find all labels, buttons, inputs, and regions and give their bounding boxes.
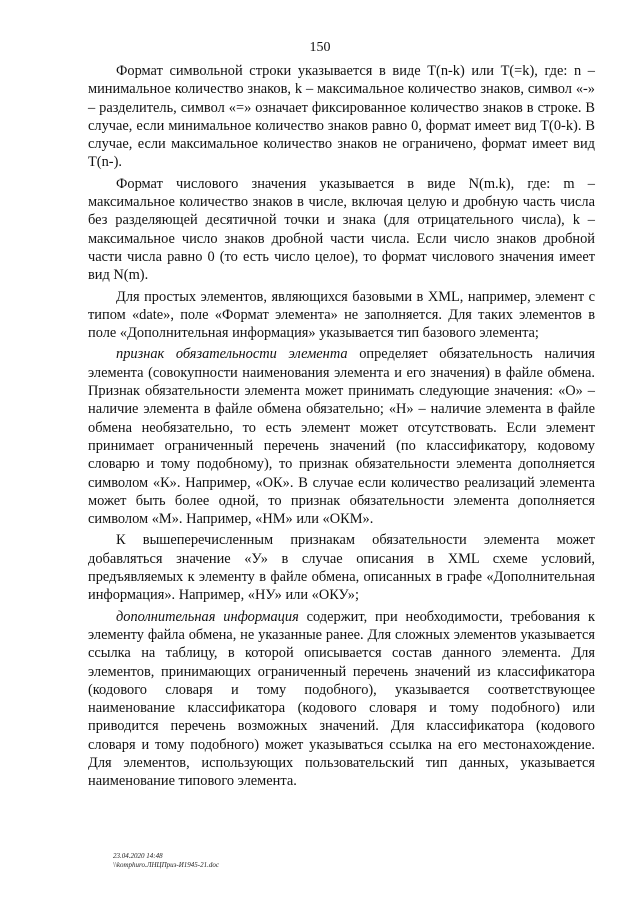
page-number: 150 — [309, 40, 331, 55]
paragraph-additional-info — [88, 608, 595, 791]
paragraph-text: Для простых элементов, являющихся базовыми в XML, например, элемент с типом «date», поле «Формат элемента» не заполняется. Для таких элементов в поле «Дополнительная информация» указывается тип базового элемента; — [88, 288, 595, 342]
document-body — [88, 62, 595, 791]
paragraph-text: Формат числового значения указывается в виде N(m.k), где: m – максимальное количество знаков в числе, включая целую и дробную часть числа без разделяющей десятичной точки и знака (для отрицательного числа), k – максимальное число знаков дробной части числа. Если число знаков дробной части числа равно 0 (то есть число целое), то формат числового значения имеет вид N(m). — [88, 175, 595, 284]
footer-timestamp: 23.04.2020 14:48 — [113, 852, 163, 860]
paragraph-number-format — [88, 175, 595, 285]
paragraph-text: содержит, при необходимости, требования к элементу файла обмена, не указанные ранее. Для сложных элементов указывается ссылка на таблицу, в которой описывается состав данного элемента. Для элементов, принимающих ограниченный перечень значений из классификатора (кодового словаря и тому подобного), указывается соответствующее наименование классификатора (кодового словаря и тому подобного) или приводится перечень возможных значений. Для классификатора (кодового словаря и тому подобного) может указываться ссылка на его местонахождение. Для элементов, использующих пользовательский тип данных, указывается наименование типового элемента. — [88, 608, 595, 790]
document-footer — [113, 852, 219, 870]
term-required-flag: признак обязательности элемента — [116, 346, 348, 363]
paragraph-text-format — [88, 62, 595, 172]
paragraph-text: Формат символьной строки указывается в виде T(n-k) или T(=k), где: n – минимальное количество знаков, k – максимальное количество знаков, символ «-» – разделитель, символ «=» означает фиксированное количество знаков в строке. В случае, если минимальное количество знаков равно 0, формат имеет вид T(0-k). В случае, если максимальное количество знаков не ограничено, формат имеет вид T(n-). — [88, 63, 595, 171]
footer-file-path: \\komphuro.ЛНЦПриз-И1945-21.doc — [113, 861, 219, 869]
paragraph-required-flag — [88, 345, 595, 528]
paragraph-simple-elements — [88, 288, 595, 343]
paragraph-text: К вышеперечисленным признакам обязательности элемента может добавляться значение «У» в случае описания в XML схеме условий, предъявляемых к элементу в файле обмена, описанных в графе «Дополнительная информация». Например, «НУ» или «ОКУ»; — [88, 532, 595, 604]
paragraph-text: определяет обязательность наличия элемента (совокупности наименования элемента и его значения) в файле обмена. Признак обязательности элемента может принимать следующие значения: «О» – наличие элемента в файле обмена обязательно; «Н» – наличие элемента в файле обмена необязательно, то есть элемент может отсутствовать. Если элемент принимает ограниченный перечень значений (по классификатору, кодовому словарю и тому подобному), то признак обязательности элемента дополняется символом «К». Например, «ОК». В случае если количество реализаций элемента может быть более одной, то признак обязательности элемента дополняется символом «М». Например, «НМ» или «ОКМ». — [88, 346, 595, 528]
term-additional-info: дополнительная информация — [116, 608, 299, 625]
paragraph-condition-flag — [88, 531, 595, 604]
